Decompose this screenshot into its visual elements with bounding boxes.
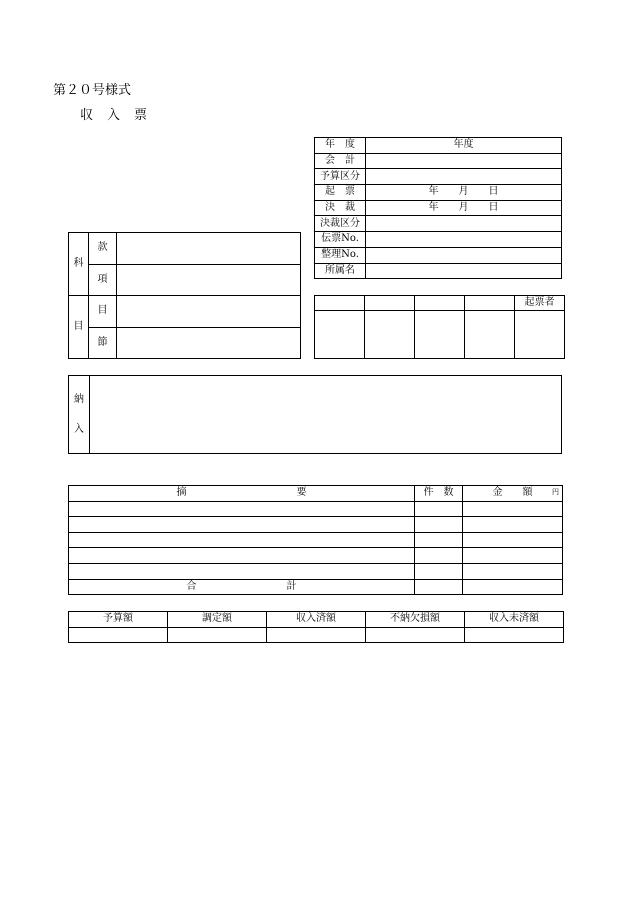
budget-value-row — [69, 627, 564, 643]
approval-header-cell — [415, 296, 465, 311]
kamoku-sub-setsu: 節 — [89, 327, 117, 359]
approval-stamp-box[interactable] — [365, 311, 415, 359]
summary-header-amount-label: 金 額 — [492, 487, 533, 499]
summary-count-cell[interactable] — [415, 563, 463, 579]
budget-header-outstanding: 収入未済額 — [465, 612, 564, 628]
info-label-approval-division: 決裁区分 — [315, 216, 366, 232]
approval-header-row — [315, 296, 565, 311]
summary-amount-cell[interactable] — [463, 517, 563, 533]
form-number: 第２０号様式 — [53, 83, 132, 98]
kamoku-sub-kou: 項 — [89, 264, 117, 296]
budget-value-written-off[interactable] — [366, 627, 465, 643]
summary-amount-cell[interactable] — [463, 548, 563, 564]
summary-description-cell[interactable] — [69, 532, 415, 548]
info-value-reference-no[interactable] — [366, 247, 562, 263]
summary-count-cell[interactable] — [415, 501, 463, 517]
payer-label-char-1: 納 — [74, 393, 84, 405]
summary-total-count[interactable] — [415, 579, 463, 595]
summary-amount-cell[interactable] — [463, 501, 563, 517]
info-label-account: 会 計 — [315, 153, 366, 169]
info-row — [315, 138, 562, 154]
approval-table — [314, 295, 565, 359]
summary-description-cell[interactable] — [69, 501, 415, 517]
table-row — [69, 501, 563, 517]
budget-value-budget[interactable] — [69, 627, 168, 643]
approval-stamp-box-drafter[interactable] — [515, 311, 565, 359]
info-value-drafted-date[interactable]: 年 月 日 — [366, 185, 562, 201]
budget-header-budget: 予算額 — [69, 612, 168, 628]
info-value-approved-date[interactable]: 年 月 日 — [366, 200, 562, 216]
form-title: 収入票 — [80, 108, 162, 123]
info-value-account[interactable] — [366, 153, 562, 169]
payer-label-char-2: 入 — [74, 423, 84, 435]
info-label-slip-no: 伝票No. — [315, 232, 366, 248]
approval-stamp-box[interactable] — [415, 311, 465, 359]
budget-value-assessed[interactable] — [168, 627, 267, 643]
kamoku-field-moku[interactable] — [117, 296, 301, 328]
info-label-drafted: 起 票 — [315, 185, 366, 201]
budget-table — [68, 611, 564, 643]
approval-stamp-box[interactable] — [315, 311, 365, 359]
summary-table — [68, 485, 563, 595]
info-row — [315, 200, 562, 216]
summary-count-cell[interactable] — [415, 517, 463, 533]
info-row — [315, 216, 562, 232]
budget-value-outstanding[interactable] — [465, 627, 564, 643]
approval-stamp-row — [315, 311, 565, 359]
approval-header-cell — [315, 296, 365, 311]
summary-total-amount[interactable] — [463, 579, 563, 595]
kamoku-sub-kan: 款 — [89, 233, 117, 265]
summary-header-row — [69, 486, 563, 502]
summary-total-row — [69, 579, 563, 595]
payer-field[interactable] — [90, 376, 562, 454]
approval-header-cell — [365, 296, 415, 311]
kamoku-row — [69, 264, 301, 296]
info-label-fiscal-year: 年 度 — [315, 138, 366, 154]
kamoku-label-bottom: 目 — [69, 296, 89, 359]
info-value-department[interactable] — [366, 263, 562, 279]
kamoku-field-setsu[interactable] — [117, 327, 301, 359]
approval-stamp-box[interactable] — [465, 311, 515, 359]
info-label-approved: 決 裁 — [315, 200, 366, 216]
budget-header-written-off: 不納欠損額 — [366, 612, 465, 628]
summary-description-cell[interactable] — [69, 548, 415, 564]
info-value-slip-no[interactable] — [366, 232, 562, 248]
info-row — [315, 153, 562, 169]
budget-header-row — [69, 612, 564, 628]
kamoku-sub-moku: 目 — [89, 296, 117, 328]
info-table — [314, 137, 562, 279]
info-row — [315, 247, 562, 263]
info-row — [315, 185, 562, 201]
budget-header-received: 収入済額 — [267, 612, 366, 628]
summary-count-cell[interactable] — [415, 532, 463, 548]
kamoku-row — [69, 233, 301, 265]
kamoku-row — [69, 296, 301, 328]
table-row — [69, 548, 563, 564]
approval-header-drafter: 起票者 — [515, 296, 565, 311]
table-row — [69, 517, 563, 533]
info-row — [315, 232, 562, 248]
summary-amount-cell[interactable] — [463, 532, 563, 548]
budget-value-received[interactable] — [267, 627, 366, 643]
summary-header-count: 件 数 — [415, 486, 463, 502]
summary-description-cell[interactable] — [69, 563, 415, 579]
info-row — [315, 263, 562, 279]
payer-table — [68, 375, 562, 454]
kamoku-field-kou[interactable] — [117, 264, 301, 296]
summary-header-amount-unit: 円 — [552, 488, 559, 496]
summary-count-cell[interactable] — [415, 548, 463, 564]
summary-header-description: 摘 要 — [69, 486, 415, 502]
kamoku-label-top: 科 — [69, 233, 89, 296]
summary-amount-cell[interactable] — [463, 563, 563, 579]
info-label-department: 所属名 — [315, 263, 366, 279]
table-row — [69, 532, 563, 548]
info-value-budget-division[interactable] — [366, 169, 562, 185]
budget-header-assessed: 調定額 — [168, 612, 267, 628]
info-value-approval-division[interactable] — [366, 216, 562, 232]
table-row — [69, 563, 563, 579]
summary-header-amount — [463, 486, 563, 502]
kamoku-row — [69, 327, 301, 359]
payer-label — [69, 376, 90, 454]
approval-header-cell — [465, 296, 515, 311]
info-label-reference-no: 整理No. — [315, 247, 366, 263]
info-row — [315, 169, 562, 185]
kamoku-table — [68, 232, 301, 359]
kamoku-field-kan[interactable] — [117, 233, 301, 265]
summary-total-label: 合 計 — [69, 579, 415, 595]
info-value-fiscal-year[interactable]: 年度 — [366, 138, 562, 154]
payer-row — [69, 376, 562, 454]
info-label-budget-division: 予算区分 — [315, 169, 366, 185]
summary-description-cell[interactable] — [69, 517, 415, 533]
